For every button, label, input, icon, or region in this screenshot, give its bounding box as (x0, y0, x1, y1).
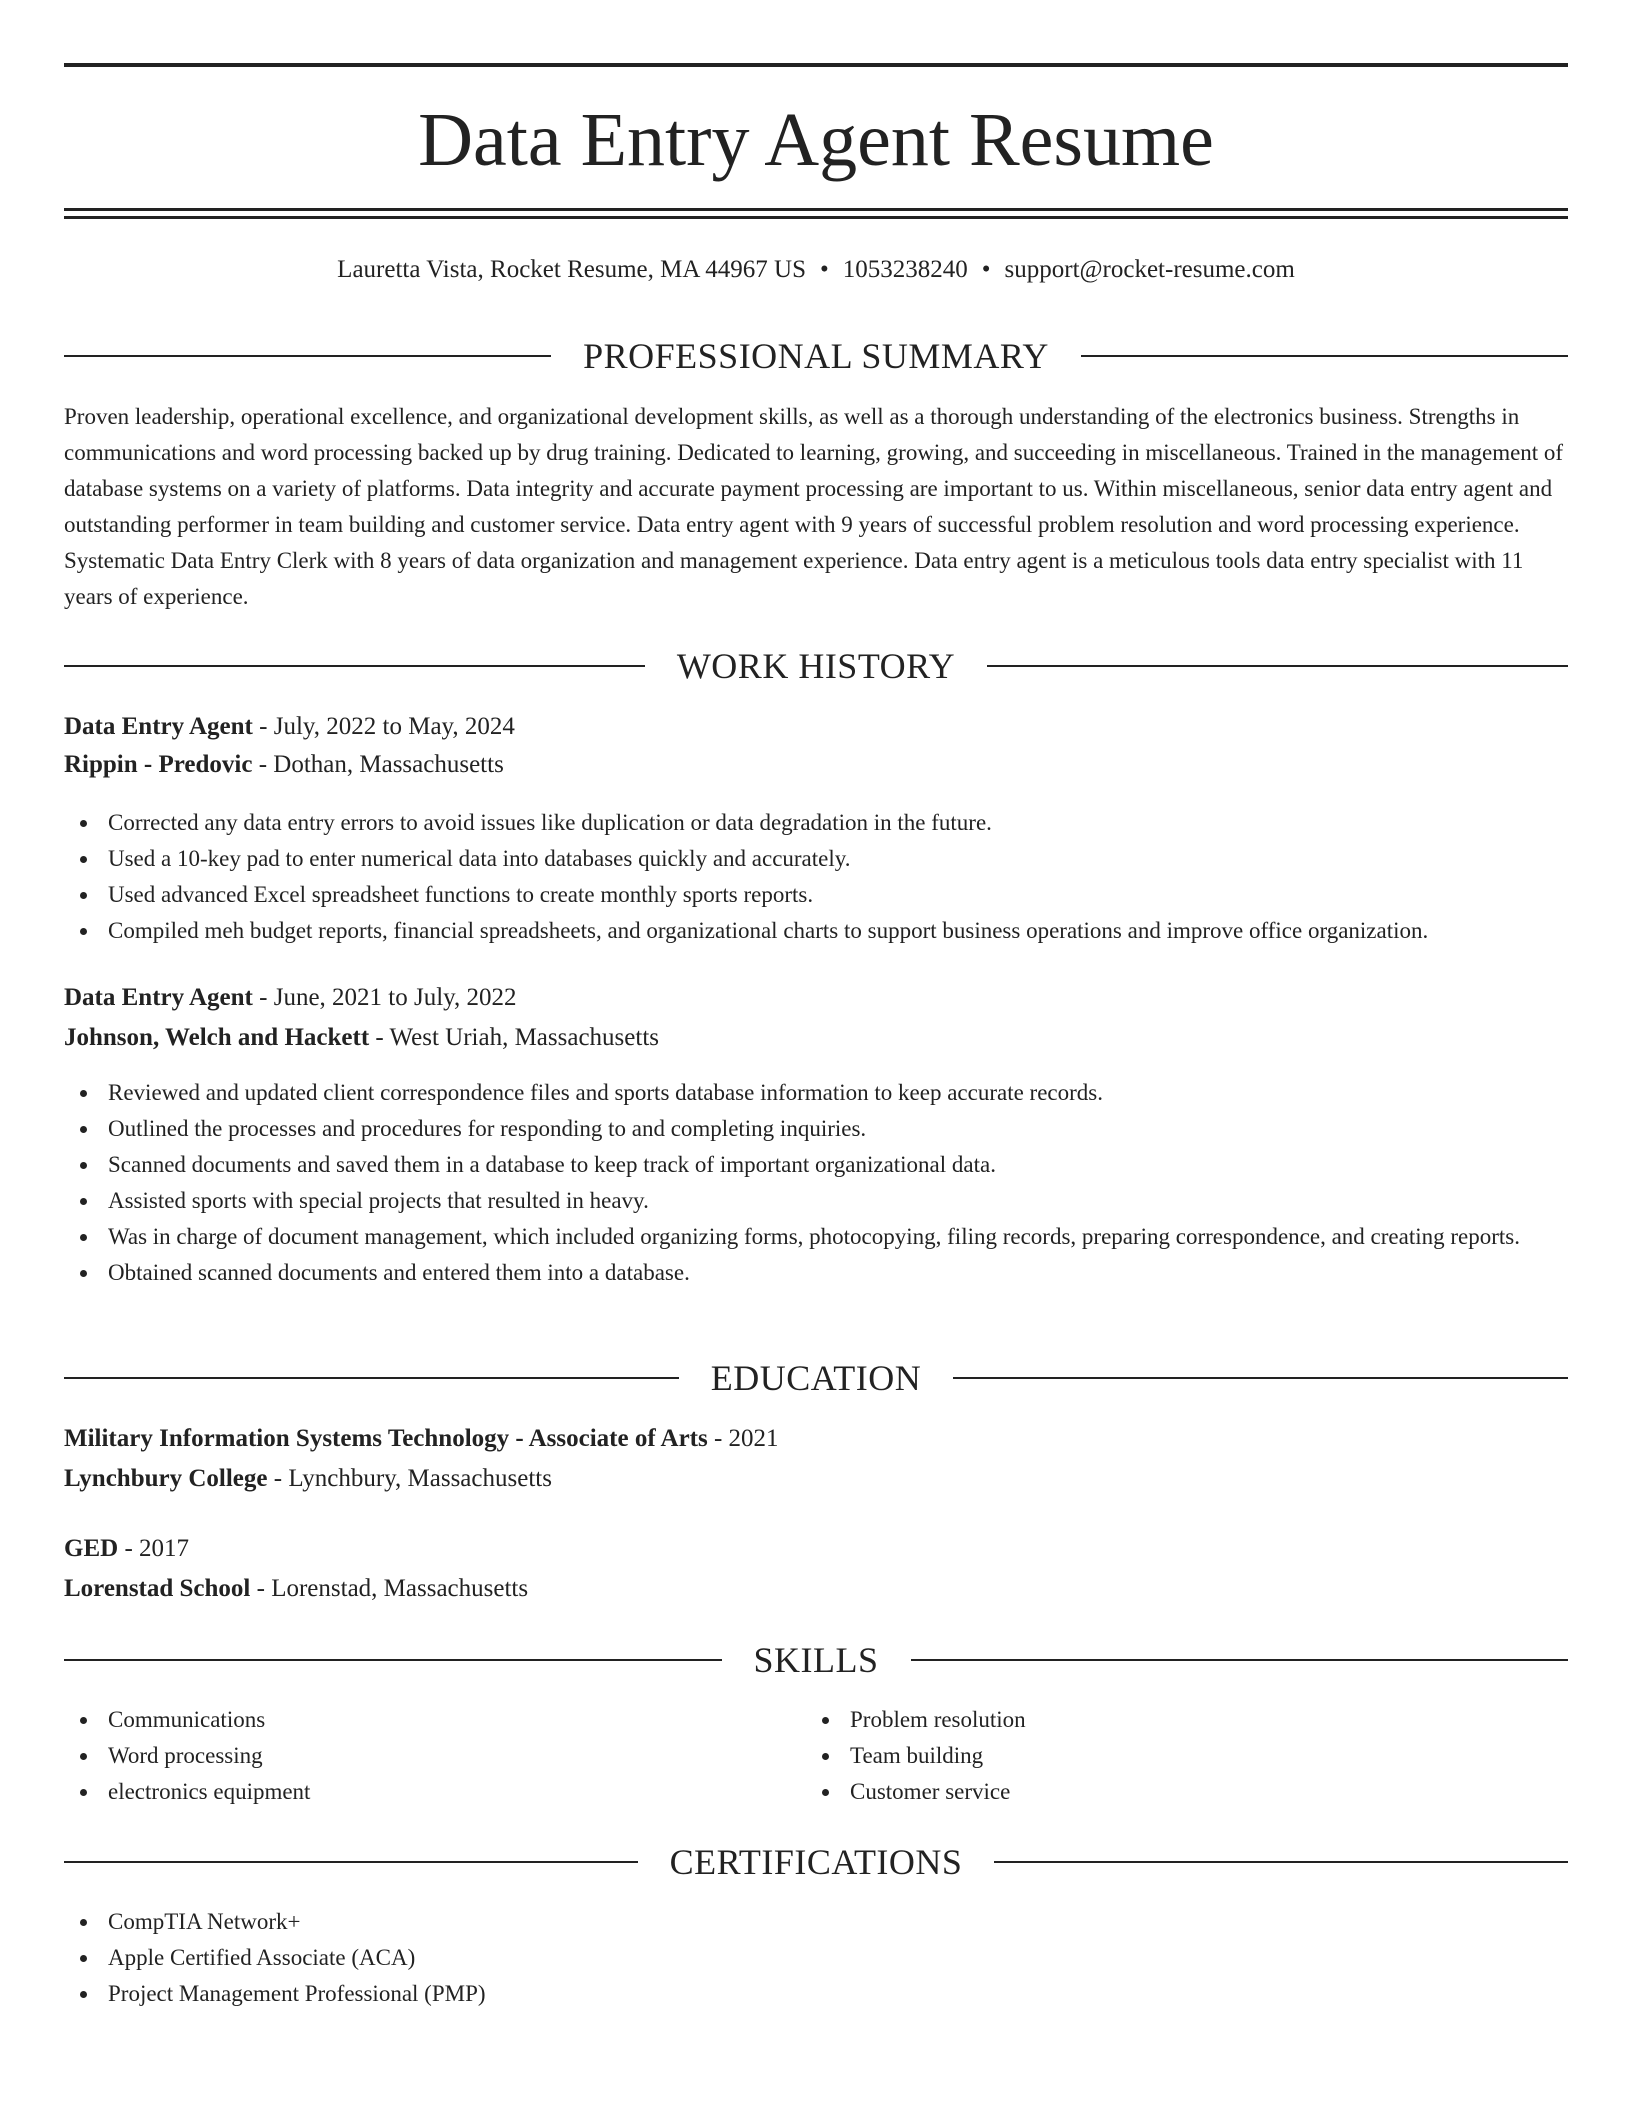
section-header-education (64, 1358, 1568, 1398)
list-item: Obtained scanned documents and entered them into a database. (64, 1255, 1568, 1291)
certifications-list (64, 1904, 1568, 2012)
section-rule (994, 1861, 1568, 1863)
contact-phone: 1053238240 (842, 256, 968, 283)
list-item: Used advanced Excel spreadsheet functions to create monthly sports reports. (64, 877, 1568, 913)
education-year: - 2021 (707, 1425, 779, 1452)
contact-separator: • (981, 256, 991, 283)
section-title: CERTIFICATIONS (669, 1842, 963, 1882)
education-degree: Military Information Systems Technology - Associate of Arts (64, 1425, 708, 1452)
job-role: Data Entry Agent (64, 713, 253, 740)
education-location: - Lynchbury, Massachusetts (267, 1465, 552, 1492)
top-rule (64, 63, 1568, 67)
job-role: Data Entry Agent (64, 984, 253, 1011)
section-rule (64, 1659, 722, 1661)
education-school: Lorenstad School (64, 1575, 251, 1602)
job-company: Rippin - Predovic (64, 751, 253, 778)
list-item: Corrected any data entry errors to avoid issues like duplication or data degradation in the future. (64, 805, 1568, 841)
section-title: PROFESSIONAL SUMMARY (583, 336, 1049, 376)
list-item: Used a 10-key pad to enter numerical data into databases quickly and accurately. (64, 841, 1568, 877)
job-location: - West Uriah, Massachusetts (369, 1024, 659, 1051)
summary-paragraph: Proven leadership, operational excellence, and organizational development skills, as well as a thorough understanding of the electronics business. Strengths in communications and word processing backed up by drug training. Dedicated to learning, growing, and succeeding in miscellaneous. Trained in the management of database systems on a variety of platforms. Data integrity and accurate payment processing are important to us. Within miscellaneous, senior data entry agent and outstanding performer in team building and customer service. Data entry agent with 9 years of successful problem resolution and word processing experience. Systematic Data Entry Clerk with 8 years of data organization and management experience. Data entry agent is a meticulous tools data entry specialist with 11 years of experience. (64, 404, 1564, 609)
list-item: Outlined the processes and procedures for responding to and completing inquiries. (64, 1111, 1568, 1147)
resume-title: Data Entry Agent Resume (418, 98, 1214, 182)
job-company-line (64, 1021, 659, 1055)
list-item: Scanned documents and saved them in a database to keep track of important organizational data. (64, 1147, 1568, 1183)
skill-item: Customer service (806, 1774, 1546, 1810)
contact-address: Lauretta Vista, Rocket Resume, MA 44967 US (337, 256, 806, 283)
section-rule (987, 665, 1568, 667)
list-item: Reviewed and updated client correspondence files and sports database information to keep accurate records. (64, 1075, 1568, 1111)
section-header-summary (64, 336, 1568, 376)
skill-item: Word processing (64, 1738, 804, 1774)
education-school-line (64, 1572, 528, 1606)
skills-list-left (64, 1702, 804, 1810)
section-rule (953, 1377, 1568, 1379)
certification-item: Project Management Professional (PMP) (64, 1976, 1568, 2012)
education-school-line (64, 1462, 552, 1496)
section-rule (64, 665, 645, 667)
list-item: Compiled meh budget reports, financial spreadsheets, and organizational charts to support business operations and improve office organization. (64, 913, 1568, 949)
education-location: - Lorenstad, Massachusetts (250, 1575, 529, 1602)
skill-item: Communications (64, 1702, 804, 1738)
job-bullets (64, 805, 1568, 949)
section-title: WORK HISTORY (676, 646, 956, 686)
skill-item: Problem resolution (806, 1702, 1546, 1738)
job-dates: - July, 2022 to May, 2024 (252, 713, 515, 740)
job-dates: - June, 2021 to July, 2022 (252, 984, 517, 1011)
education-year: - 2017 (118, 1535, 190, 1562)
section-rule (911, 1659, 1569, 1661)
job-company-line (64, 748, 504, 782)
section-header-skills (64, 1640, 1568, 1680)
job-bullets (64, 1075, 1568, 1291)
job-location: - Dothan, Massachusetts (252, 751, 504, 778)
list-item: Was in charge of document management, which included organizing forms, photocopying, filing records, preparing correspondence, and creating reports. (64, 1219, 1568, 1255)
skill-item: electronics equipment (64, 1774, 804, 1810)
section-title: EDUCATION (710, 1358, 922, 1398)
section-header-certifications (64, 1842, 1568, 1882)
education-degree-line (64, 1422, 779, 1456)
education-degree-line (64, 1532, 189, 1566)
section-header-work-history (64, 646, 1568, 686)
education-degree: GED (64, 1535, 119, 1562)
contact-email: support@rocket-resume.com (1004, 256, 1295, 283)
section-title: SKILLS (753, 1640, 879, 1680)
section-rule (1081, 355, 1568, 357)
title-rule-upper (64, 208, 1568, 211)
list-item: Assisted sports with special projects that resulted in heavy. (64, 1183, 1568, 1219)
skill-item: Team building (806, 1738, 1546, 1774)
contact-separator: • (819, 256, 829, 283)
job-title-line (64, 981, 517, 1015)
education-school: Lynchbury College (64, 1465, 268, 1492)
contact-line (64, 254, 1568, 286)
section-rule (64, 1861, 638, 1863)
certification-item: Apple Certified Associate (ACA) (64, 1940, 1568, 1976)
certification-item: CompTIA Network+ (64, 1904, 1568, 1940)
section-rule (64, 1377, 679, 1379)
title-rule-lower (64, 216, 1568, 219)
section-rule (64, 355, 551, 357)
job-company: Johnson, Welch and Hackett (64, 1024, 370, 1051)
skills-list-right (806, 1702, 1546, 1810)
job-title-line (64, 710, 515, 744)
